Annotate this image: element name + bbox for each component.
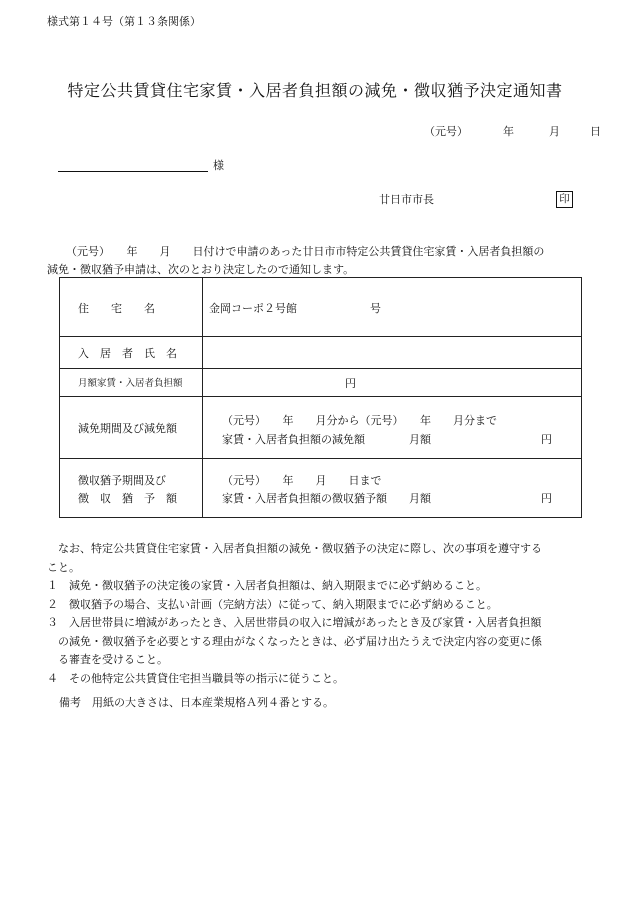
resident-name-label: 入 居 者 氏 名 (78, 347, 177, 360)
date-year: 年 (503, 125, 514, 138)
note-line: の減免・徴収猶予を必要とする理由がなくなったときは、必ず届け出たうえで決定内容の変更に係 (47, 634, 542, 648)
addressee-name-line (58, 171, 208, 172)
exemption-label: 減免期間及び減免額 (78, 422, 177, 435)
table-row-divider (60, 396, 581, 397)
exemption-amount-label: 家賃・入居者負担額の減免額 月額 (222, 433, 431, 446)
notes-section (47, 540, 542, 688)
seal-mark: 印 (556, 191, 573, 208)
deferral-period: （元号） 年 月 日まで (222, 474, 382, 487)
note-line: こと。 (47, 560, 80, 574)
intro-line-2: 減免・徴収猶予申請は、次のとおり決定したので通知します。 (47, 263, 355, 276)
decision-table (59, 277, 582, 518)
intro-line-1: （元号） 年 月 日付けで申請のあった廿日市市特定公共賃貸住宅家賃・入居者負担額の (66, 245, 545, 258)
note-line: １ 減免・徴収猶予の決定後の家賃・入居者負担額は、納入期限までに必ず納めること。 (47, 579, 487, 592)
exemption-period: （元号） 年 月分から（元号） 年 月分まで (222, 414, 497, 427)
form-number: 様式第１４号（第１３条関係） (47, 15, 201, 28)
deferral-amount-label: 家賃・入居者負担額の徴収猶予額 月額 (222, 492, 431, 505)
issue-date (424, 123, 601, 139)
note-line: ２ 徴収猶予の場合、支払い計画（完納方法）に従って、納入期限までに必ず納めること。 (47, 597, 498, 611)
date-month: 月 (549, 125, 560, 138)
deferral-label-2: 徴 収 猶 予 額 (78, 492, 177, 505)
rent-label: 月額家賃・入居者負担額 (78, 378, 183, 389)
note-line: る審査を受けること。 (47, 653, 168, 666)
deferral-unit: 円 (541, 492, 552, 505)
rent-unit: 円 (345, 377, 356, 390)
issuer-title: 廿日市市長 (379, 193, 434, 206)
table-row-divider (60, 336, 581, 337)
table-row-divider (60, 368, 581, 369)
table-column-divider (202, 278, 203, 517)
housing-number-suffix: 号 (370, 302, 381, 315)
exemption-unit: 円 (541, 433, 552, 446)
deferral-label-1: 徴収猶予期間及び (78, 474, 166, 487)
date-era: （元号） (424, 125, 468, 138)
note-line: ４ その他特定公共賃貸住宅担当職員等の指示に従うこと。 (47, 671, 344, 685)
table-row-divider (60, 458, 581, 459)
date-day: 日 (590, 125, 601, 138)
page-title: 特定公共賃貸住宅家賃・入居者負担額の減免・徴収猶予決定通知書 (67, 81, 563, 100)
housing-name-label: 住 宅 名 (78, 302, 155, 315)
housing-name-value: 金岡コーポ２号館 (209, 302, 297, 315)
addressee-suffix: 様 (213, 159, 224, 172)
remarks: 備考 用紙の大きさは、日本産業規格Ａ列４番とする。 (59, 696, 334, 709)
note-line: なお、特定公共賃貸住宅家賃・入居者負担額の減免・徴収猶予の決定に際し、次の事項を遵守する (47, 542, 542, 555)
note-line: ３ 入居世帯員に増減があったとき、入居世帯員の収入に増減があったとき及び家賃・入居者負担額 (47, 616, 542, 629)
